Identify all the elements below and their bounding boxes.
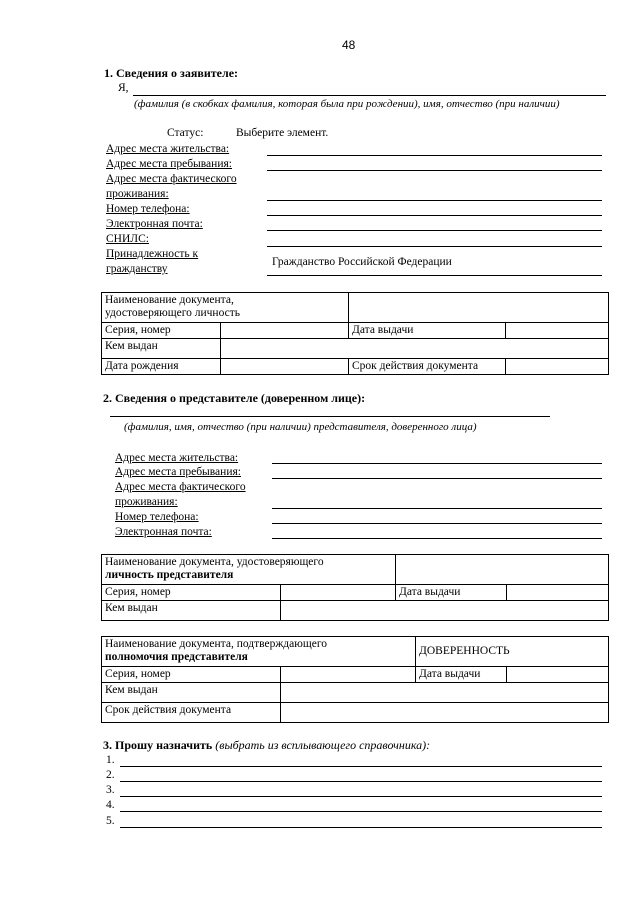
rep-email-line[interactable] — [272, 538, 602, 539]
authority-issue-date-value[interactable] — [507, 667, 609, 683]
rep-field-actual-1: Адрес места фактического — [115, 481, 246, 493]
request-item-4-line[interactable] — [120, 811, 602, 812]
authority-validity-label: Срок действия документа — [102, 703, 281, 723]
authority-issued-by-value[interactable] — [281, 683, 609, 703]
request-item-5-num: 5. — [106, 815, 115, 827]
series-label: Серия, номер — [102, 323, 221, 339]
applicant-name-line[interactable] — [133, 95, 606, 96]
page-number: 48 — [342, 38, 356, 52]
authority-issue-date-label: Дата выдачи — [416, 667, 507, 683]
section3-heading: 3. Прошу назначить (выбрать из всплывающего справочника): — [103, 738, 431, 752]
rep-series-value[interactable] — [281, 585, 396, 601]
rep-field-actual-2: проживания: — [115, 496, 178, 508]
rep-phone-line[interactable] — [272, 523, 602, 524]
representative-name-line[interactable] — [110, 416, 550, 417]
request-item-1-line[interactable] — [120, 766, 602, 767]
field-phone: Номер телефона: — [106, 203, 190, 215]
residence-line[interactable] — [267, 155, 602, 156]
status-label: Статус: — [167, 127, 204, 139]
issued-by-value[interactable] — [221, 339, 609, 359]
rep-field-residence: Адрес места жительства: — [115, 452, 239, 464]
validity-value[interactable] — [506, 359, 609, 375]
rep-field-email: Электронная почта: — [115, 526, 212, 538]
actual-line[interactable] — [267, 200, 602, 201]
field-actual-2: проживания: — [106, 188, 169, 200]
field-citizenship-2: гражданству — [106, 263, 168, 275]
rep-residence-line[interactable] — [272, 463, 602, 464]
request-item-3-line[interactable] — [120, 796, 602, 797]
issued-by-label: Кем выдан — [102, 339, 221, 359]
phone-line[interactable] — [267, 215, 602, 216]
email-line[interactable] — [267, 230, 602, 231]
section1-heading: 1. Сведения о заявителе: — [104, 66, 239, 80]
status-select[interactable]: Выберите элемент. — [236, 127, 329, 139]
rep-field-phone: Номер телефона: — [115, 511, 199, 523]
snils-line[interactable] — [267, 246, 602, 247]
representative-name-hint: (фамилия, имя, отчество (при наличии) представителя, доверенного лица) — [124, 421, 477, 433]
doc-name-label: Наименование документа, удостоверяющего личность — [102, 293, 349, 323]
authority-series-label: Серия, номер — [102, 667, 281, 683]
citizenship-value[interactable]: Гражданство Российской Федерации — [272, 256, 452, 268]
stay-line[interactable] — [267, 170, 602, 171]
rep-series-label: Серия, номер — [102, 585, 281, 601]
request-item-1-num: 1. — [106, 754, 115, 766]
issue-date-label: Дата выдачи — [349, 323, 506, 339]
request-item-2-num: 2. — [106, 769, 115, 781]
rep-doc-name-label: Наименование документа, удостоверяющего личность представителя — [102, 555, 396, 585]
rep-field-stay: Адрес места пребывания: — [115, 466, 241, 478]
rep-stay-line[interactable] — [272, 478, 602, 479]
rep-identity-table — [101, 554, 609, 621]
authority-validity-value[interactable] — [281, 703, 609, 723]
ya-label: Я, — [118, 82, 129, 94]
request-item-2-line[interactable] — [120, 781, 602, 782]
applicant-document-table — [101, 292, 609, 375]
field-residence: Адрес места жительства: — [106, 143, 230, 155]
series-value[interactable] — [221, 323, 349, 339]
section2-heading: 2. Сведения о представителе (доверенном лице): — [103, 391, 366, 405]
field-citizenship-1: Принадлежность к — [106, 248, 199, 260]
issue-date-value[interactable] — [506, 323, 609, 339]
rep-actual-line[interactable] — [272, 508, 602, 509]
doc-name-value[interactable] — [349, 293, 609, 323]
authority-doc-value[interactable]: ДОВЕРЕННОСТЬ — [416, 637, 609, 667]
authority-doc-label: Наименование документа, подтверждающего полномочия представителя — [102, 637, 416, 667]
rep-issued-by-value[interactable] — [281, 601, 609, 621]
request-item-5-line[interactable] — [120, 827, 602, 828]
authority-issued-by-label: Кем выдан — [102, 683, 281, 703]
rep-authority-table — [101, 636, 609, 723]
request-item-3-num: 3. — [106, 784, 115, 796]
field-actual-1: Адрес места фактического — [106, 173, 237, 185]
authority-series-value[interactable] — [281, 667, 416, 683]
rep-issue-date-value[interactable] — [507, 585, 609, 601]
field-snils: СНИЛС: — [106, 233, 149, 245]
birth-date-label: Дата рождения — [102, 359, 221, 375]
rep-issued-by-label: Кем выдан — [102, 601, 281, 621]
field-stay: Адрес места пребывания: — [106, 158, 232, 170]
rep-issue-date-label: Дата выдачи — [396, 585, 507, 601]
citizenship-line — [267, 275, 602, 276]
rep-doc-name-value[interactable] — [396, 555, 609, 585]
validity-label: Срок действия документа — [349, 359, 506, 375]
birth-date-value[interactable] — [221, 359, 349, 375]
request-item-4-num: 4. — [106, 799, 115, 811]
applicant-name-hint: (фамилия (в скобках фамилия, которая была при рождении), имя, отчество (при наличии) — [134, 98, 560, 110]
field-email: Электронная почта: — [106, 218, 203, 230]
